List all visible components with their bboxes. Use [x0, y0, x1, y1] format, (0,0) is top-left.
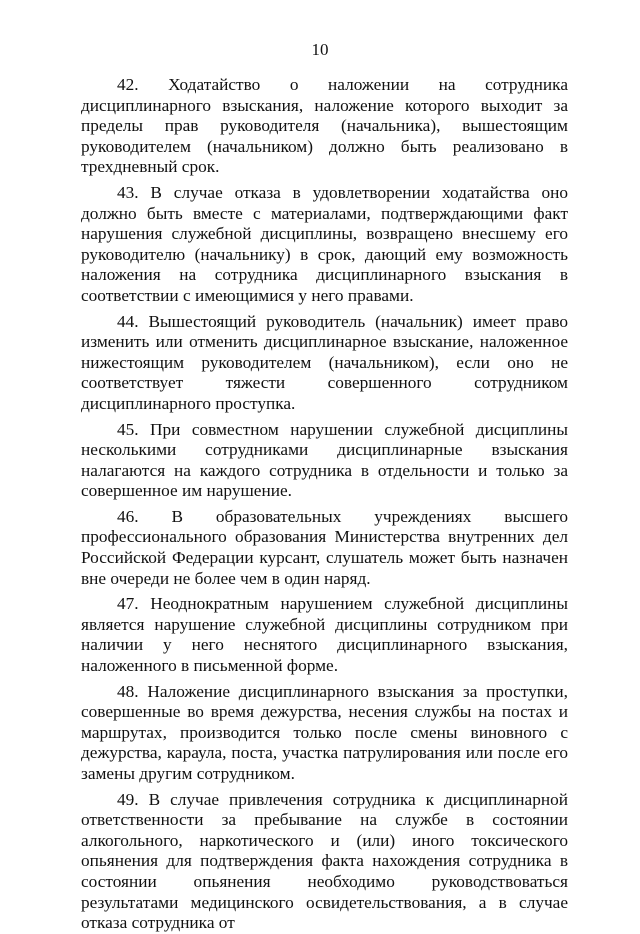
page-number: 10: [311, 40, 329, 59]
paragraph-49: 49. В случае привлечения сотрудника к дисциплинарной ответственности за пребывание на службе в состоянии алкогольного, наркотического и (или) иного токсического опьянения для подтверждения факта нахождения сотрудника в состоянии опьянения необходимо руководствоваться результатами медицинского освидетельствования, а в случае отказа сотрудника от: [81, 789, 568, 933]
paragraph-48: 48. Наложение дисциплинарного взыскания за проступки, совершенные во время дежурства, несения службы на постах и маршрутах, производится только после смены виновного с дежурства, караула, поста, участка патрулирования или после его замены другим сотрудником.: [81, 681, 568, 783]
paragraph-47: 47. Неоднократным нарушением служебной дисциплины является нарушение служебной дисциплины сотрудником при наличии у него неснятого дисциплинарного взыскания, наложенного в письменной форме.: [81, 594, 568, 676]
paragraph-42: 42. Ходатайство о наложении на сотрудника дисциплинарного взыскания, наложение которого выходит за пределы прав руководителя (начальника), вышестоящим руководителем (начальником) должно быть реализовано в трехдневный срок.: [81, 75, 568, 177]
document-body: [81, 75, 568, 934]
paragraph-44: 44. Вышестоящий руководитель (начальник) имеет право изменить или отменить дисциплинарное взыскание, наложенное нижестоящим руководителем (начальником), если оно не соответствует тяжести совершенного сотрудником дисциплинарного проступка.: [81, 311, 568, 413]
paragraph-46: 46. В образовательных учреждениях высшего профессионального образования Министерства внутренних дел Российской Федерации курсант, слушатель может быть назначен вне очереди не более чем в один наряд.: [81, 506, 568, 588]
paragraph-43: 43. В случае отказа в удовлетворении ходатайства оно должно быть вместе с материалами, подтверждающими факт нарушения служебной дисциплины, возвращено внесшему его руководителю (начальнику) в срок, дающий ему возможность наложения на сотрудника дисциплинарного взыскания в соответствии с имеющимися у него правами.: [81, 182, 568, 305]
paragraph-45: 45. При совместном нарушении служебной дисциплины несколькими сотрудниками дисциплинарные взыскания налагаются на каждого сотрудника в отдельности и только за совершенное им нарушение.: [81, 419, 568, 501]
